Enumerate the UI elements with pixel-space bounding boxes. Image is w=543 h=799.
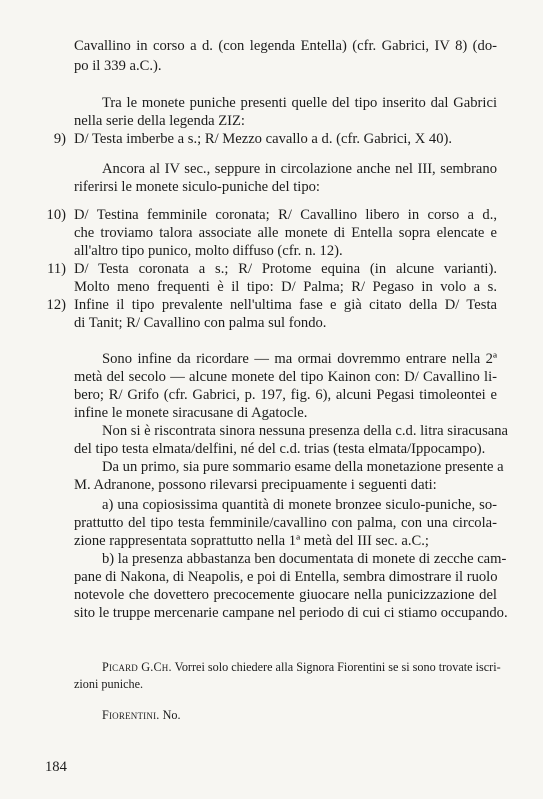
discussion-line: zioni puniche. [74,677,144,691]
list-number: 12) [46,297,66,313]
discussion-line [102,658,501,676]
text-line: sito le truppe mercenarie campane nel periodo di cui ci stiamo occupando. [74,605,508,621]
text-line: nella serie della legenda ZIZ: [74,113,245,129]
text-line: po il 339 a.C.). [74,58,162,74]
text-line: prattutto del tipo testa femminile/cavallino con palma, con una circola- [74,515,497,531]
discussion-text: Vorrei solo chiedere alla Signora Fiorentini se si sono trovate iscri- [174,660,501,674]
text-line: b) la presenza abbastanza ben documentata di monete di zecche cam- [102,551,507,567]
list-item-line: D/ Testina femminile coronata; R/ Cavallino libero in corso a d., [74,207,497,223]
list-number: 9) [53,131,66,147]
text-line: bero; R/ Grifo (cfr. Gabrici, p. 197, fig. 6), alcuni Pegasi timoleontei e [74,387,497,403]
list-item-line: Molto meno frequenti è il tipo: D/ Palma; R/ Pegaso in volo a s. [74,279,497,295]
list-number: 11) [47,261,66,277]
speaker-name: Picard G.Ch. [102,660,172,674]
text-line: a) una copiosissima quantità di monete bronzee siculo-puniche, so- [102,497,497,513]
text-line: Sono infine da ricordare — ma ormai dovremmo entrare nella 2ª [102,351,497,367]
discussion-line [102,706,181,724]
text-line: riferirsi le monete siculo-puniche del tipo: [74,179,320,195]
list-number: 10) [46,207,66,223]
list-item-line: all'altro tipo punico, molto diffuso (cfr. n. 12). [74,243,343,259]
page-number: 184 [45,759,67,775]
text-line: pane di Nakona, di Neapolis, e poi di Entella, sembra dimostrare il ruolo [74,569,498,585]
text-line: zione rappresentata soprattutto nella 1ª metà del III sec. a.C.; [74,533,429,549]
text-line: M. Adranone, possono rilevarsi precipuamente i seguenti dati: [74,477,437,493]
discussion-text: No. [162,708,181,722]
list-item-line: che troviamo talora associate alle monete di Entella sopra elencate e [74,225,497,241]
text-line: del tipo testa elmata/delfini, né del c.d. trias (testa elmata/Ippocampo). [74,441,486,457]
text-line: infine le monete siracusane di Agatocle. [74,405,308,421]
text-line: Da un primo, sia pure sommario esame della monetazione presente a [102,459,504,475]
list-item-line: Infine il tipo prevalente nell'ultima fase e già citato della D/ Testa [74,297,497,313]
text-line: notevole che dovettero precocemente giuocare nella punicizzazione del [74,587,497,603]
list-item-line: di Tanit; R/ Cavallino con palma sul fondo. [74,315,327,331]
speaker-name: Fiorentini. [102,708,160,722]
text-line: Ancora al IV sec., seppure in circolazione anche nel III, sembrano [102,161,497,177]
text-line: Non si è riscontrata sinora nessuna presenza della c.d. litra siracusana [102,423,509,439]
list-item-line: D/ Testa imberbe a s.; R/ Mezzo cavallo a d. (cfr. Gabrici, X 40). [74,131,453,147]
text-line: metà del secolo — alcune monete del tipo Kainon con: D/ Cavallino li- [74,369,497,385]
list-item-line: D/ Testa coronata a s.; R/ Protome equina (in alcune varianti). [74,261,497,277]
text-line: Cavallino in corso a d. (con legenda Entella) (cfr. Gabrici, IV 8) (do- [74,38,497,54]
text-line: Tra le monete puniche presenti quelle del tipo inserito dal Gabrici [102,95,497,111]
